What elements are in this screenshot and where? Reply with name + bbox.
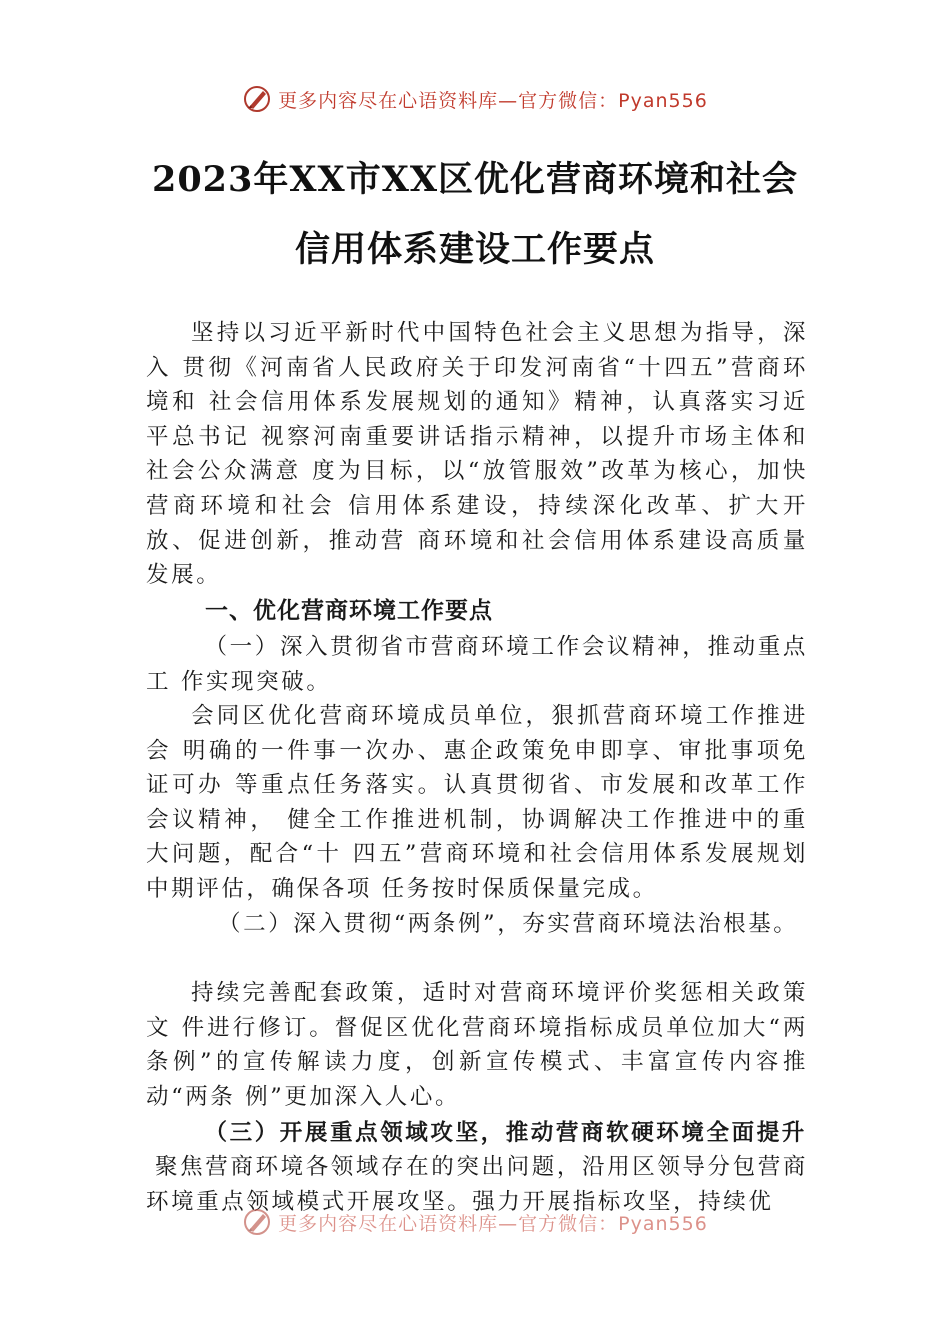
- section1-sub1-heading: （一）深入贯彻省市营商环境工作会议精神，推动重点工 作实现突破。: [146, 634, 808, 695]
- section1-sub3-body: 聚焦营商环境各领域存在的突出问题，沿用区领导分包营商环境重点领域模式开展攻坚。强力开展指标攻坚，持续优: [146, 1154, 808, 1215]
- section1-heading: 一、优化营商环境工作要点: [205, 598, 493, 624]
- section1-sub1-body: 会同区优化营商环境成员单位，狠抓营商环境工作推进会 明确的一件事一次办、惠企政策免申即享、审批事项免证可办 等重点任务落实。认真贯彻省、市发展和改革工作会议精神， 健全工作推进机制，协调解决工作推进中的重大问题，配合“十 四五”营商环境和社会信用体系发展规划中期评估，确保各项 任务按时保质保量完成。: [146, 703, 808, 902]
- watermark-text: 更多内容尽在心语资料库—官方微信：Pyan556: [278, 1212, 708, 1235]
- section1-sub3-heading: （三）开展重点领域攻坚，推动营商软硬环境全面提升: [204, 1120, 807, 1146]
- watermark-text: 更多内容尽在心语资料库—官方微信：Pyan556: [278, 89, 708, 112]
- watermark-footer: [0, 1207, 950, 1237]
- document-title-line1: 2023年XX市XX区优化营商环境和社会: [151, 159, 799, 200]
- watermark-header: [0, 84, 950, 114]
- section1-sub2-body: 持续完善配套政策，适时对营商环境评价奖惩相关政策文 件进行修订。督促区优化营商环境指标成员单位加大“两条例”的宣传解读力度，创新宣传模式、丰富宣传内容推动“两条 例”更加深入人心。: [146, 980, 808, 1110]
- pen-logo-icon: [242, 1207, 272, 1237]
- intro-paragraph: 坚持以习近平新时代中国特色社会主义思想为指导，深入 贯彻《河南省人民政府关于印发河南省“十四五”营商环境和 社会信用体系发展规划的通知》精神，认真落实习近平总书记 视察河南重要讲话指示精神，以提升市场主体和社会公众满意 度为目标，以“放管服效”改革为核心，加快营商环境和社会 信用体系建设，持续深化改革、扩大开放、促进创新，推动营 商环境和社会信用体系建设高质量发展。: [146, 320, 808, 589]
- document-title-line2: 信用体系建设工作要点: [294, 229, 655, 270]
- section1-sub2-heading: （二）深入贯彻“两条例”，夯实营商环境法治根基。: [218, 911, 799, 937]
- pen-logo-icon: [242, 84, 272, 114]
